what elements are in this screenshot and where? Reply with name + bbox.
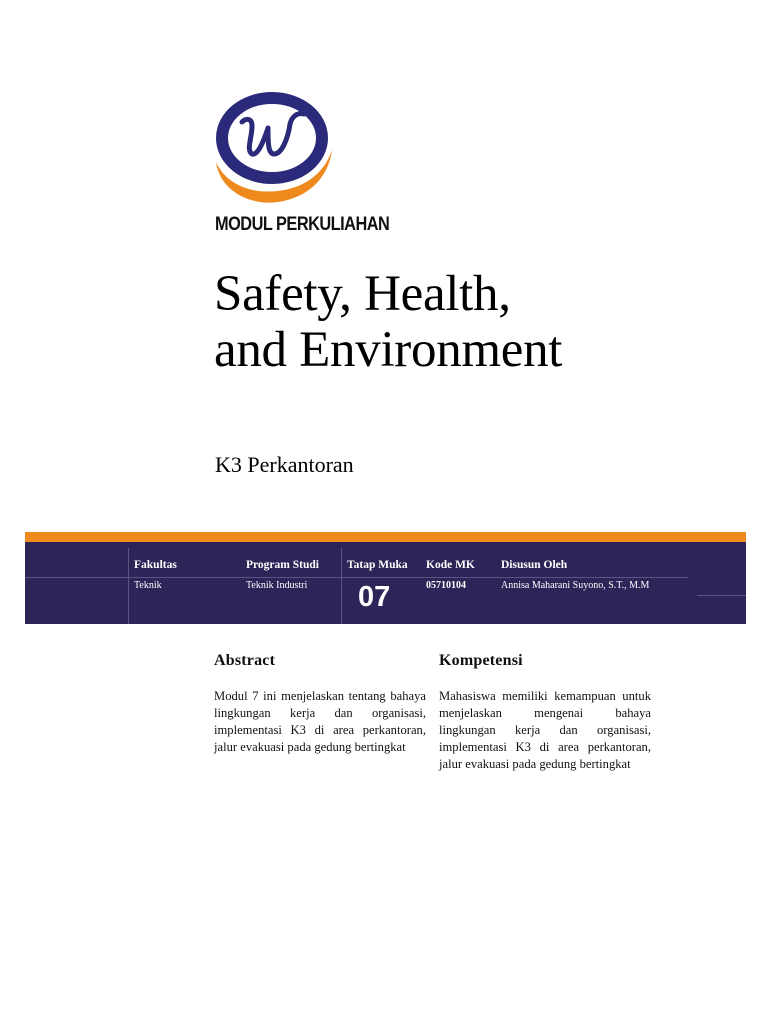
page-subtitle: K3 Perkantoran — [215, 452, 354, 477]
info-table-divider — [341, 548, 342, 624]
info-table-divider — [128, 548, 129, 624]
kode-mk-label: Kode MK — [426, 559, 475, 571]
info-table-top-stripe — [25, 532, 746, 548]
abstract-text: Modul 7 ini menjelaskan tentang bahaya lingkungan kerja dan organisasi, implementasi K3 di area perkantoran, jalur evakuasi pada gedung bertingkat — [214, 689, 426, 754]
disusun-oleh-value: Annisa Maharani Suyono, S.T., M.M — [501, 580, 650, 591]
abstract-heading: Abstract — [214, 652, 276, 669]
info-table-divider — [25, 577, 688, 578]
disusun-oleh-label: Disusun Oleh — [501, 559, 568, 571]
program-studi-label: Program Studi — [246, 559, 319, 571]
tatap-muka-label: Tatap Muka — [347, 559, 408, 571]
page-title — [214, 266, 562, 378]
university-logo — [212, 88, 336, 208]
kompetensi-text: Mahasiswa memiliki kemampuan untuk menjelaskan mengenai bahaya lingkungan kerja dan organisasi, implementasi K3 di area perkantoran, jalur evakuasi pada gedung bertingkat — [439, 689, 651, 771]
info-table — [25, 532, 746, 624]
kompetensi-heading: Kompetensi — [439, 652, 523, 669]
fakultas-value: Teknik — [134, 580, 162, 591]
modul-label: MODUL PERKULIAHAN — [215, 214, 390, 235]
title-line-2: and Environment — [214, 322, 563, 378]
kode-mk-value: 05710104 — [426, 580, 466, 591]
program-studi-value: Teknik Industri — [246, 580, 308, 591]
title-line-1: Safety, Health, — [214, 266, 511, 322]
abstract-section — [214, 652, 426, 756]
info-table-divider — [697, 595, 746, 596]
kompetensi-section — [439, 652, 651, 773]
tatap-muka-value: 07 — [358, 581, 391, 613]
fakultas-label: Fakultas — [134, 559, 177, 571]
w-logo-icon — [212, 88, 336, 208]
